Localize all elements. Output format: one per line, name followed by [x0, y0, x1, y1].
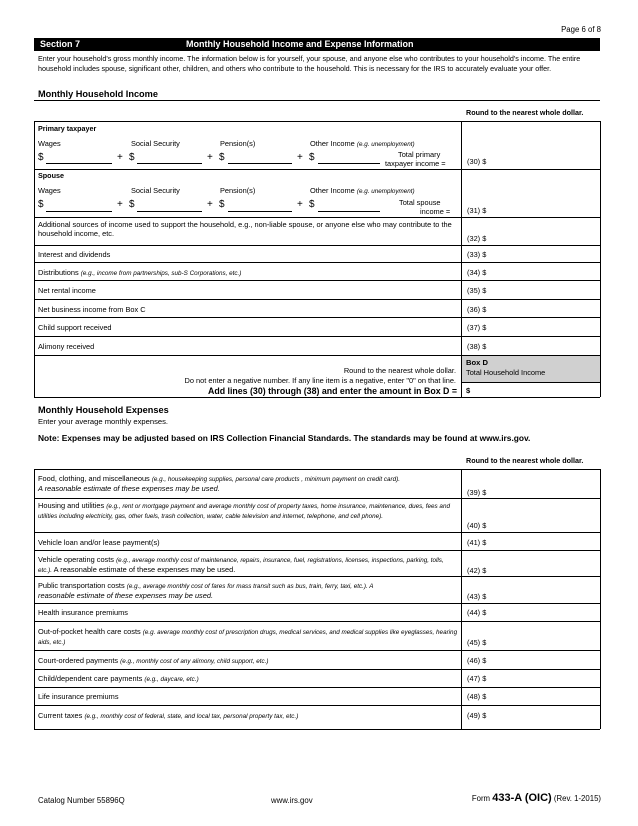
line-38[interactable]: (38) $	[467, 342, 487, 351]
expense-row-48: Life insurance premiums	[38, 692, 119, 701]
spouse-wages-input[interactable]	[46, 211, 112, 212]
primary-ss-input[interactable]	[137, 163, 202, 164]
box-d-round-note: Round to the nearest whole dollar.	[343, 366, 456, 375]
expense-row-39: Food, clothing, and miscellaneous (e.g., housekeeping supplies, personal care products , minimum payment on credit card). A reasonable estimate of these expenses may be used.	[38, 474, 400, 493]
plus-sign: +	[117, 152, 123, 163]
spouse-ss-input[interactable]	[137, 211, 202, 212]
primary-pension-label: Pension(s)	[220, 139, 256, 148]
primary-wages-input[interactable]	[46, 163, 112, 164]
box-d-title: Box D	[466, 358, 488, 367]
line-36[interactable]: (36) $	[467, 305, 487, 314]
footer-form: Form 433-A (OIC) (Rev. 1-2015)	[471, 792, 601, 804]
income-row-32: Additional sources of income used to support the household, e.g., non-liable spouse, or anyone else who may contribute to the household income, etc.	[38, 220, 452, 238]
expenses-note: Note: Expenses may be adjusted based on IRS Collection Financial Standards. The standards may be found at www.irs.gov.	[38, 433, 531, 443]
line-43[interactable]: (43) $	[467, 592, 487, 601]
expense-row-43: Public transportation costs (e.g., average monthly cost of fares for mass transit such as bus, train, ferry, taxi, etc.). A reasonable estimate of these expenses may be used.	[38, 581, 374, 600]
plus-sign: +	[117, 199, 123, 210]
box-d-instruction: Add lines (30) through (38) and enter the amount in Box D =	[207, 386, 457, 396]
primary-total-label-1: Total primary	[398, 150, 441, 159]
footer-catalog: Catalog Number 55896Q	[38, 796, 125, 805]
income-row-35: Net rental income	[38, 286, 96, 295]
expense-row-45: Out-of-pocket health care costs (e.g. average monthly cost of prescription drugs, medical services, and medical supplies like eyeglasses, hearing aids, etc.)	[38, 627, 458, 646]
plus-sign: +	[207, 199, 213, 210]
spouse-ss-label: Social Security	[131, 186, 180, 195]
primary-dollar-1: $	[38, 152, 44, 163]
line-39[interactable]: (39) $	[467, 488, 487, 497]
primary-label: Primary taxpayer	[38, 124, 97, 133]
income-row-37: Child support received	[38, 323, 112, 332]
line-44[interactable]: (44) $	[467, 608, 487, 617]
income-row-38: Alimony received	[38, 342, 95, 351]
line-49[interactable]: (49) $	[467, 711, 487, 720]
income-row-34: Distributions (e.g., income from partnerships, sub-S Corporations, etc.)	[38, 268, 242, 277]
line-31[interactable]: (31) $	[467, 206, 487, 215]
spouse-dollar-3: $	[219, 199, 225, 210]
box-d-negative-note: Do not enter a negative number. If any line item is a negative, enter "0" on that line.	[184, 376, 456, 385]
primary-other-input[interactable]	[318, 163, 380, 164]
primary-dollar-2: $	[129, 152, 135, 163]
line-34[interactable]: (34) $	[467, 268, 487, 277]
plus-sign: +	[297, 152, 303, 163]
expense-row-49: Current taxes (e.g., monthly cost of federal, state, and local tax, personal property tax, etc.)	[38, 711, 299, 720]
primary-dollar-3: $	[219, 152, 225, 163]
spouse-pension-input[interactable]	[228, 211, 292, 212]
line-30[interactable]: (30) $	[467, 157, 487, 166]
line-32[interactable]: (32) $	[467, 234, 487, 243]
section-title: Monthly Household Income and Expense Information	[186, 39, 414, 49]
line-37[interactable]: (37) $	[467, 323, 487, 332]
primary-total-label-2: taxpayer income =	[385, 159, 446, 168]
spouse-total-label-2: income =	[420, 207, 451, 216]
primary-dollar-4: $	[309, 152, 315, 163]
expense-row-41: Vehicle loan and/or lease payment(s)	[38, 538, 160, 547]
income-row-36: Net business income from Box C	[38, 305, 146, 314]
page-number: Page 6 of 8	[561, 25, 601, 34]
line-33[interactable]: (33) $	[467, 250, 487, 259]
expenses-subheading: Enter your average monthly expenses.	[38, 417, 169, 426]
spouse-pension-label: Pension(s)	[220, 186, 256, 195]
expenses-round-note: Round to the nearest whole dollar.	[466, 456, 584, 465]
primary-other-label: Other Income (e.g. unemployment)	[310, 139, 415, 148]
expense-row-46: Court-ordered payments (e.g., monthly cost of any alimony, child support, etc.)	[38, 656, 269, 665]
plus-sign: +	[297, 199, 303, 210]
spouse-dollar-4: $	[309, 199, 315, 210]
spouse-total-label-1: Total spouse	[399, 198, 441, 207]
footer-website[interactable]: www.irs.gov	[271, 796, 313, 805]
spouse-wages-label: Wages	[38, 186, 61, 195]
line-47[interactable]: (47) $	[467, 674, 487, 683]
box-d-dollar[interactable]: $	[466, 386, 471, 395]
spouse-dollar-1: $	[38, 199, 44, 210]
income-round-note: Round to the nearest whole dollar.	[466, 108, 584, 117]
spouse-other-label: Other Income (e.g. unemployment)	[310, 186, 415, 195]
income-heading: Monthly Household Income	[38, 89, 158, 99]
line-35[interactable]: (35) $	[467, 286, 487, 295]
section-intro: Enter your household's gross monthly income. The information below is for yourself, your spouse, and anyone else who contributes to your household's income. The entire household includes spouse, significant other, children, and others who contribute to the household. This is necessary for the IRS to accurately evaluate your offer.	[38, 54, 581, 73]
expense-row-40: Housing and utilities (e.g., rent or mortgage payment and average monthly cost of property taxes, home insurance, maintenance, dues, fees and utilities including electricity, gas, other fuels, trash collection, water, cable television and internet, telephone, and cell phone).	[38, 501, 450, 520]
primary-ss-label: Social Security	[131, 139, 180, 148]
line-41[interactable]: (41) $	[467, 538, 487, 547]
expense-row-47: Child/dependent care payments (e.g., daycare, etc.)	[38, 674, 199, 683]
line-48[interactable]: (48) $	[467, 692, 487, 701]
box-d-subtitle: Total Household Income	[466, 368, 546, 377]
expenses-heading: Monthly Household Expenses	[38, 405, 169, 415]
section-number: Section 7	[40, 39, 81, 49]
primary-wages-label: Wages	[38, 139, 61, 148]
line-40[interactable]: (40) $	[467, 521, 487, 530]
spouse-other-input[interactable]	[318, 211, 380, 212]
plus-sign: +	[207, 152, 213, 163]
line-45[interactable]: (45) $	[467, 638, 487, 647]
expense-row-44: Health insurance premiums	[38, 608, 128, 617]
income-row-33: Interest and dividends	[38, 250, 111, 259]
expense-row-42: Vehicle operating costs (e.g., average monthly cost of maintenance, repairs, insurance, fuel, registrations, licenses, inspections, parking, tolls, etc.). A reasonable estimate of these expenses may be used.	[38, 555, 444, 574]
line-46[interactable]: (46) $	[467, 656, 487, 665]
spouse-label: Spouse	[38, 171, 64, 180]
primary-pension-input[interactable]	[228, 163, 292, 164]
line-42[interactable]: (42) $	[467, 566, 487, 575]
spouse-dollar-2: $	[129, 199, 135, 210]
